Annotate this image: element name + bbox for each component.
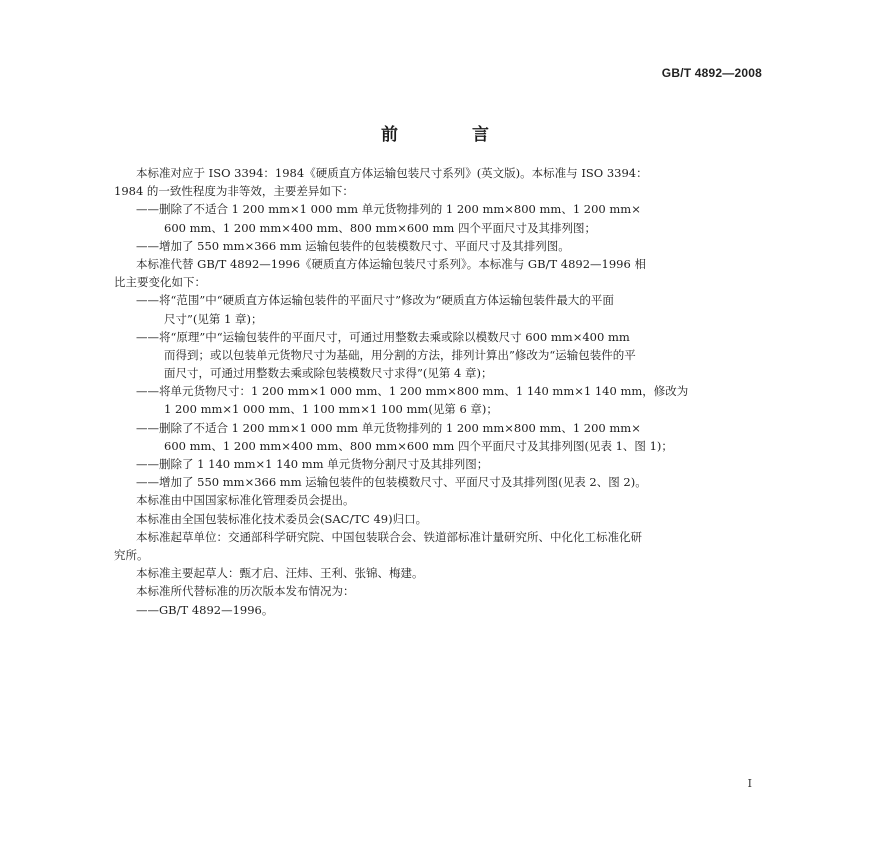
paragraph-line: 本标准由中国国家标准化管理委员会提出。 <box>136 493 355 508</box>
paragraph-line: 本标准对应于 ISO 3394：1984《硬质直方体运输包装尺寸系列》(英文版)。本标准与 ISO 3394： <box>136 166 648 180</box>
paragraph-line: 1984 的一致性程度为非等效，主要差异如下： <box>114 184 354 199</box>
list-item: ——将“原理”中“运输包装件的平面尺寸，可通过用整数去乘或除以模数尺寸 600 mm×400 mm <box>136 329 630 344</box>
paragraph-line: 面尺寸，可通过用整数去乘或除包装模数尺寸求得”(见第 4 章)； <box>164 366 493 381</box>
paragraph-line: 本标准由全国包装标准化技术委员会(SAC/TC 49)归口。 <box>136 511 428 526</box>
paragraph-line: 本标准主要起草人：甄才启、汪炜、王利、张锦、梅建。 <box>136 566 424 581</box>
paragraph-line: 究所。 <box>114 547 149 562</box>
list-item: ——将单元货物尺寸：1 200 mm×1 000 mm、1 200 mm×800 mm、1 140 mm×1 140 mm，修改为 <box>136 384 689 399</box>
paragraph-line: 而得到；或以包装单元货物尺寸为基础，用分割的方法，排列计算出”修改为“运输包装件的平 <box>164 347 636 362</box>
page-title: 前 言 <box>381 125 523 145</box>
list-item: ——将“范围”中“硬质直方体运输包装件的平面尺寸”修改为“硬质直方体运输包装件最大的平面 <box>136 293 614 308</box>
list-item: ——增加了 550 mm×366 mm 运输包装件的包装模数尺寸、平面尺寸及其排列图(见表 2、图 2)。 <box>136 475 647 490</box>
paragraph-line: 600 mm、1 200 mm×400 mm、800 mm×600 mm 四个平面尺寸及其排列图； <box>164 220 596 235</box>
paragraph-line: 比主要变化如下： <box>114 275 206 290</box>
list-item: ——删除了不适合 1 200 mm×1 000 mm 单元货物排列的 1 200 mm×800 mm、1 200 mm× <box>136 420 641 435</box>
foreword-body <box>114 164 764 619</box>
list-item: ——增加了 550 mm×366 mm 运输包装件的包装模数尺寸、平面尺寸及其排列图。 <box>136 238 570 253</box>
list-item: ——删除了 1 140 mm×1 140 mm 单元货物分割尺寸及其排列图； <box>136 457 489 471</box>
paragraph-line: 1 200 mm×1 000 mm、1 100 mm×1 100 mm(见第 6 章)； <box>164 402 498 417</box>
paragraph-line: 尺寸”(见第 1 章)； <box>164 311 263 326</box>
list-item: ——GB/T 4892—1996。 <box>136 602 274 617</box>
paragraph-line: 本标准所代替标准的历次版本发布情况为： <box>136 584 355 599</box>
list-item: ——删除了不适合 1 200 mm×1 000 mm 单元货物排列的 1 200 mm×800 mm、1 200 mm× <box>136 202 641 217</box>
paragraph-line: 本标准起草单位：交通部科学研究院、中国包装联合会、铁道部标准计量研究所、中化化工标准化研 <box>136 529 642 544</box>
standard-code: GB/T 4892—2008 <box>661 66 762 80</box>
page-number: I <box>747 777 752 790</box>
paragraph-line: 600 mm、1 200 mm×400 mm、800 mm×600 mm 四个平面尺寸及其排列图(见表 1、图 1)； <box>164 438 673 453</box>
paragraph-line: 本标准代替 GB/T 4892—1996《硬质直方体运输包装尺寸系列》。本标准与 GB/T 4892—1996 相 <box>136 256 646 271</box>
